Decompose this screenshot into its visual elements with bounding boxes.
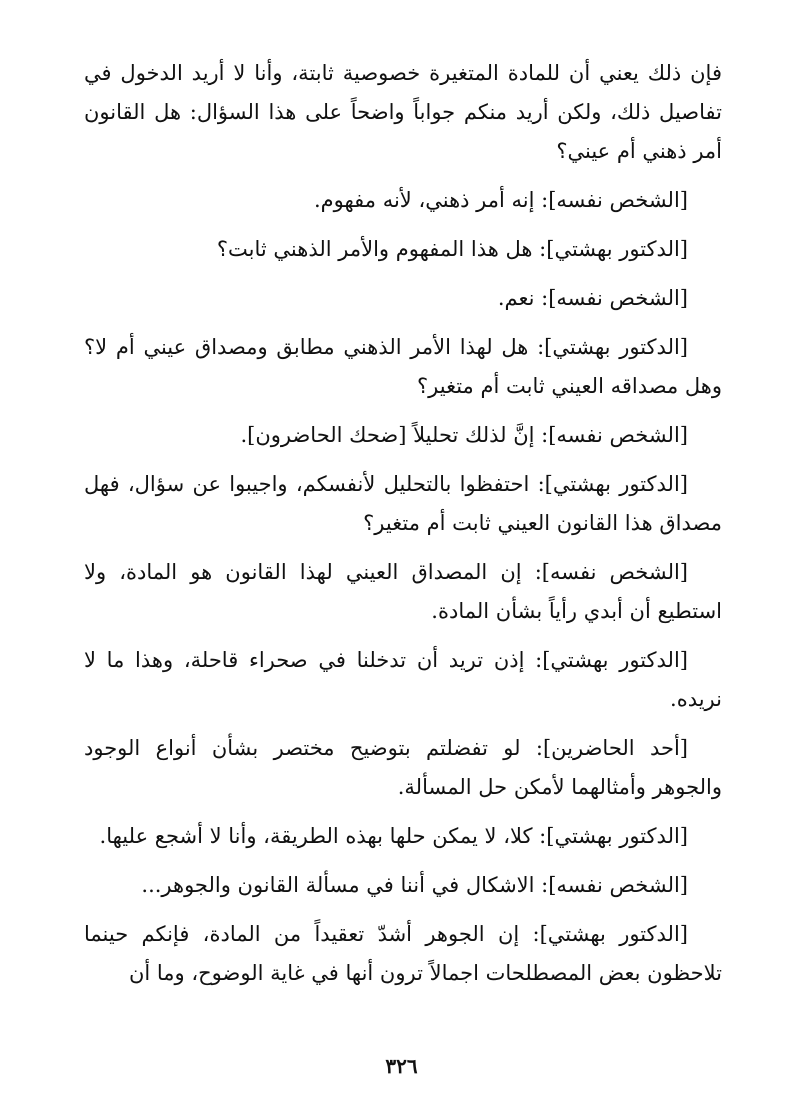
paragraph-dialogue: [الشخص نفسه]: الاشكال في أننا في مسألة القانون والجوهر... (141, 873, 688, 897)
paragraph-dialogue: [الشخص نفسه]: إنه أمر ذهني، لأنه مفهوم. (313, 188, 688, 212)
paragraph-dialogue: [الدكتور بهشتي]: إن الجوهر أشدّ تعقيداً من المادة، فإنكم حينما تلاحظون بعض المصطلحات اجمالاً ترون أنها في غاية الوضوح، وما أن (84, 922, 722, 985)
paragraph-dialogue: [الدكتور بهشتي]: احتفظوا بالتحليل لأنفسكم، واجيبوا عن سؤال، فهل مصداق هذا القانون العيني ثابت أم متغير؟ (84, 472, 722, 535)
paragraph-dialogue: [الدكتور بهشتي]: هل هذا المفهوم والأمر الذهني ثابت؟ (216, 237, 688, 261)
paragraph-dialogue: [أحد الحاضرين]: لو تفضلتم بتوضيح مختصر بشأن أنواع الوجود والجوهر وأمثالهما لأمكن حل المسألة. (84, 736, 722, 799)
paragraph-dialogue: [الدكتور بهشتي]: إذن تريد أن تدخلنا في صحراء قاحلة، وهذا ما لا نريده. (84, 648, 722, 711)
paragraph-dialogue: [الدكتور بهشتي]: كلا، لا يمكن حلها بهذه الطريقة، وأنا لا أشجع عليها. (99, 824, 688, 848)
page-body (84, 54, 722, 1003)
paragraph-dialogue: [الشخص نفسه]: إنَّ لذلك تحليلاً [ضحك الحاضرون]. (240, 423, 688, 447)
paragraph-continuation: فإن ذلك يعني أن للمادة المتغيرة خصوصية ثابتة، وأنا لا أريد الدخول في تفاصيل ذلك، ولكن أريد منكم جواباً واضحاً على هذا السؤال: هل القانون أمر ذهني أم عيني؟ (84, 61, 722, 163)
page-number: ٣٢٦ (385, 1054, 418, 1078)
paragraph-dialogue: [الشخص نفسه]: إن المصداق العيني لهذا القانون هو المادة، ولا استطيع أن أبدي رأياً بشأن المادة. (84, 560, 722, 623)
paragraph-dialogue: [الشخص نفسه]: نعم. (497, 286, 688, 310)
paragraph-dialogue: [الدكتور بهشتي]: هل لهذا الأمر الذهني مطابق ومصداق عيني أم لا؟ وهل مصداقه العيني ثابت أم متغير؟ (84, 335, 722, 398)
